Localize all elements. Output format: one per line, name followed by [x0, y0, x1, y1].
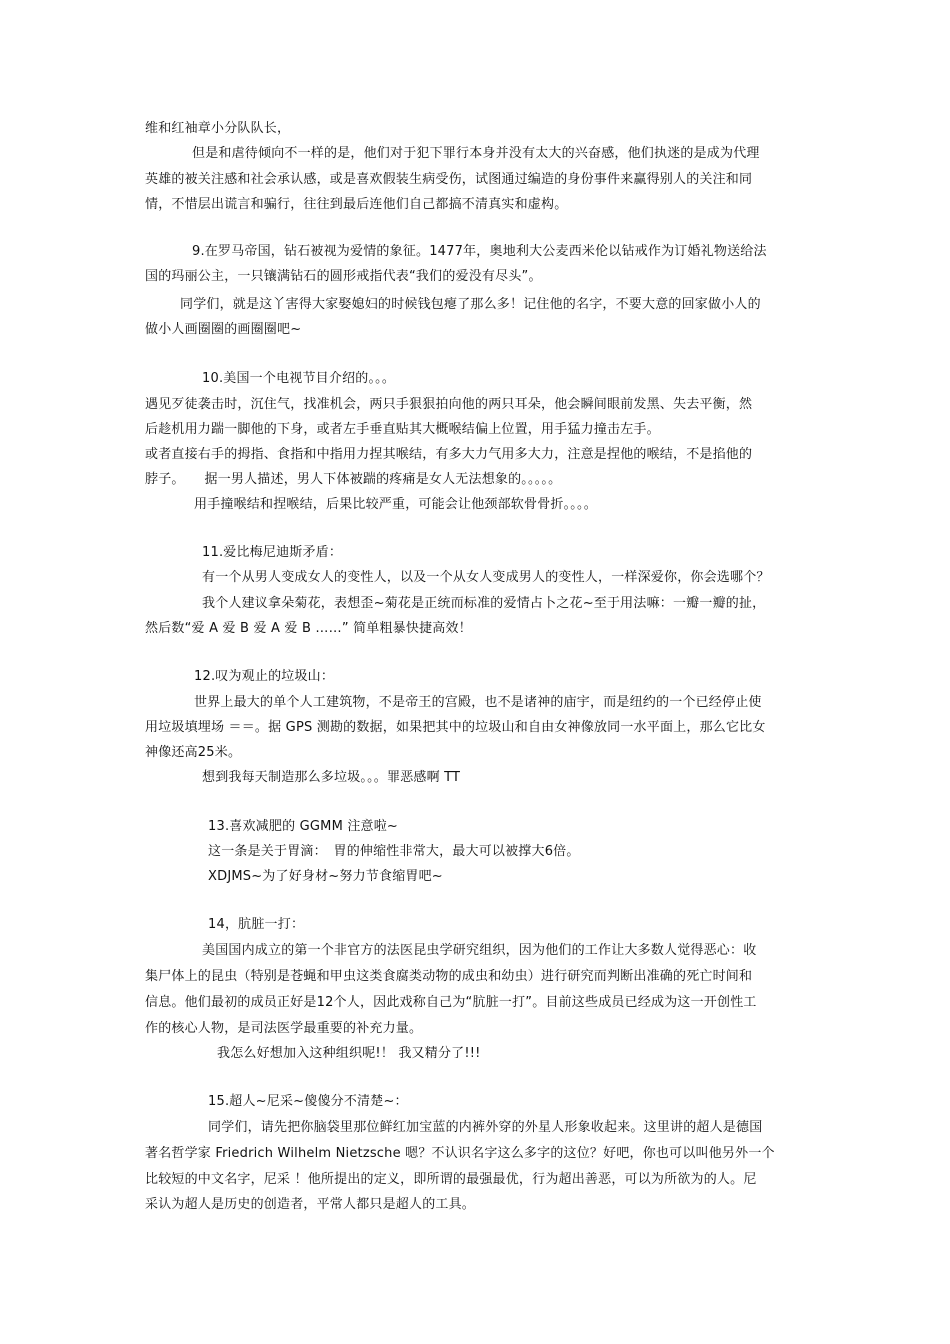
text-line: 信息。他们最初的成员正好是12个人，因此戏称自己为“肮脏一打”。目前这些成员已经成为这一开创性工	[145, 995, 757, 1010]
text-line: 然后数“爱 A 爱 B 爱 A 爱 B ……” 简单粗暴快捷高效！	[145, 621, 472, 636]
text-line: 做小人画圈圈的画圈圈吧~	[145, 322, 302, 337]
text-line: 想到我每天制造那么多垃圾。。。罪恶感啊 TT	[202, 770, 461, 785]
text-line: 但是和虐待倾向不一样的是，他们对于犯下罪行本身并没有太大的兴奋感，他们执迷的是成为代理	[192, 146, 760, 161]
item-heading-14: 14，肮脏一打：	[208, 917, 305, 932]
text-line: 集尸体上的昆虫（特别是苍蝇和甲虫这类食腐类动物的成虫和幼虫）进行研究而判断出准确的死亡时间和	[145, 969, 753, 984]
text-line: 神像还高25米。	[145, 745, 242, 760]
text-line: 美国国内成立的第一个非官方的法医昆虫学研究组织，因为他们的工作让大多数人觉得恶心：收	[202, 943, 757, 958]
text-line: 我个人建议拿朵菊花，表想歪~菊花是正统而标准的爱情占卜之花~至于用法嘛：一瓣一瓣的扯，	[202, 596, 766, 611]
item-heading-13: 13.喜欢减肥的 GGMM 注意啦~	[208, 819, 399, 834]
text-line: 有一个从男人变成女人的变性人，以及一个从女人变成男人的变性人，一样深爱你，你会选哪个？	[202, 570, 770, 585]
item-heading-9: 9.在罗马帝国，钻石被视为爱情的象征。1477年，奥地利大公麦西米伦以钻戒作为订婚礼物送给法	[192, 244, 767, 259]
text-line: 著名哲学家 Friedrich Wilhelm Nietzsche 嗯？不认识名字这么多字的这位？好吧，你也可以叫他另外一个	[145, 1146, 775, 1161]
text-line: 脖子。 据一男人描述，男人下体被踹的疼痛是女人无法想象的。。。。。	[145, 472, 562, 487]
text-line: 英雄的被关注感和社会承认感，或是喜欢假装生病受伤，试图通过编造的身份事件来赢得别人的关注和同	[145, 172, 753, 187]
text-line: 同学们，请先把你脑袋里那位鲜红加宝蓝的内裤外穿的外星人形象收起来。这里讲的超人是德国	[208, 1120, 763, 1135]
item-heading-12: 12.叹为观止的垃圾山：	[194, 669, 335, 684]
text-line: 用垃圾填埋场 ＝＝。据 GPS 测勘的数据，如果把其中的垃圾山和自由女神像放同一水平面上，那么它比女	[145, 720, 766, 735]
text-line: 比较短的中文名字，尼采 ！他所提出的定义，即所谓的最强最优，行为超出善恶，可以为所欲为的人。尼	[145, 1172, 757, 1187]
text-line: 采认为超人是历史的创造者，平常人都只是超人的工具。	[145, 1197, 476, 1212]
text-line: 世界上最大的单个人工建筑物，不是帝王的宫殿，也不是诸神的庙宇，而是纽约的一个已经停止使	[194, 695, 762, 710]
text-line: 或者直接右手的拇指、食指和中指用力捏其喉结，有多大力气用多大力，注意是捏他的喉结，不是掐他的	[145, 447, 753, 462]
text-line: 遇见歹徒袭击时，沉住气，找准机会，两只手狠狠拍向他的两只耳朵，他会瞬间眼前发黑、失去平衡，然	[145, 397, 753, 412]
text-line: 同学们，就是这丫害得大家娶媳妇的时候钱包瘪了那么多！记住他的名字，不要大意的回家做小人的	[180, 297, 761, 312]
text-line: 国的玛丽公主，一只镶满钻石的圆形戒指代表“我们的爱没有尽头”。	[145, 269, 542, 284]
item-heading-15: 15.超人~尼采~傻傻分不清楚~：	[208, 1094, 408, 1109]
text-line: 我怎么好想加入这种组织呢!！ 我又精分了!!!	[217, 1046, 481, 1061]
text-line: XDJMS~为了好身材~努力节食缩胃吧~	[208, 869, 443, 884]
text-line: 用手撞喉结和捏喉结，后果比较严重，可能会让他颈部软骨骨折。。。。	[194, 497, 597, 512]
text-line: 这一条是关于胃滴： 胃的伸缩性非常大，最大可以被撑大6倍。	[208, 844, 580, 859]
item-heading-11: 11.爱比梅尼迪斯矛盾：	[202, 545, 343, 560]
text-line: 作的核心人物，是司法医学最重要的补充力量。	[145, 1021, 423, 1036]
text-line: 后趁机用力踹一脚他的下身，或者左手垂直贴其大概喉结偏上位置，用手猛力撞击左手。	[145, 422, 660, 437]
text-line: 情，不惜层出谎言和骗行，往往到最后连他们自己都搞不清真实和虚构。	[145, 197, 568, 212]
item-heading-10: 10.美国一个电视节目介绍的。。。	[202, 371, 396, 386]
text-line: 维和红袖章小分队队长，	[145, 121, 291, 136]
